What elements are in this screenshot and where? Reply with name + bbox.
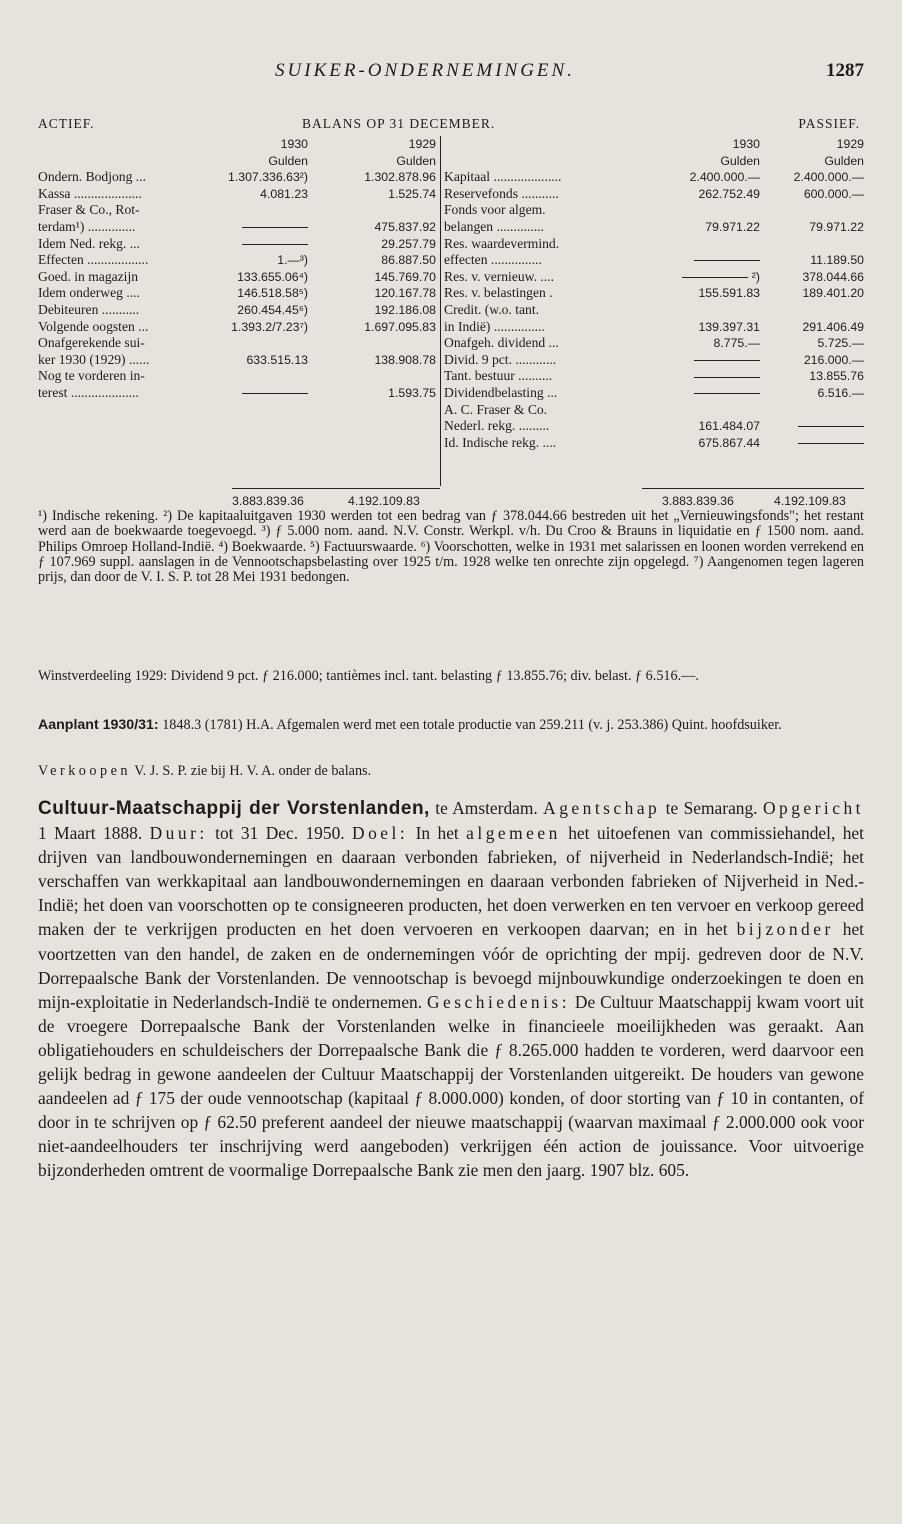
geschiedenis-text: De Cultuur Maatschappij kwam voort uit de vroegere Dorrepaalsche Bank der Vorstenlanden welke in financieele moeilijkheden was geraakt. Aan obligatiehouders en schuldeischers der Dorrepaalsche Bank die ƒ 8.265.000 hadden te vorderen, werd daarvoor een gelijk bedrag in gewone aandeelen der Cultuur Maatschappij der Vorstenlanden uitgereikt. De houders van gewone aandeelen ad ƒ 175 der oude vennootschap (kapitaal ƒ 8.000.000) konden, of door storting van ƒ 10 in contanten, of door in te schrijven op ƒ 62.50 preferent aandeel der nieuwe maatschappij (waarvan maximaal ƒ 2.000.000 ook voor niet-aandeelhouders ter inschrijving werd aangeboden) verkrijgen één action de jouissance. Voor uitvoerige bijzonderheden omtrent de voormalige Dorrepaalsche Bank zie men den jaarg. 1907 blz. 605. <box>38 991 864 1181</box>
winstverdeeling-paragraph <box>38 668 864 685</box>
liability-value-1930 <box>694 368 760 385</box>
liability-label: Res. waardevermind. <box>444 235 560 251</box>
verkoopen-text: V. J. S. P. zie bij H. V. A. onder de balans. <box>130 763 372 779</box>
asset-row <box>38 385 438 402</box>
asset-row <box>38 236 438 253</box>
liability-value-1929: 291.406.49 <box>802 319 864 334</box>
duur-text: tot 31 Dec. 1950. <box>207 823 353 844</box>
liability-label: Res. v. vernieuw. .... <box>444 268 554 284</box>
balance-title: BALANS OP 31 DECEMBER. <box>302 116 496 131</box>
doel-text: het voortzetten van den handel, de zaken en de ondernemingen vóór de oprichting der mpij. gedreven door de N.V. Dorrepaalsche Bank der Vorstenlanden. De vennootschap is bevoegd mijnbouwkundige onderzoekingen te doen en mijn-exploitatie in Nederlandsch-Indië te ondernemen. <box>38 919 865 1012</box>
asset-row <box>38 319 438 336</box>
dash-rule <box>694 360 760 361</box>
liabilities-total-1930: 3.883.839.36 <box>662 494 734 508</box>
liability-value-1929: 600.000.— <box>803 186 864 201</box>
year-1930: 1930 <box>732 137 760 151</box>
asset-value-1929: 1.697.095.83 <box>364 319 436 334</box>
unit-label: Gulden <box>268 153 308 168</box>
doel-label: Doel: <box>352 823 409 844</box>
aanplant-text: 1848.3 (1781) H.A. Afgemalen werd met een totale productie van 259.211 (v. j. 253.386) Quint. hoofdsuiker. <box>158 717 782 733</box>
algemeen-label: algemeen <box>466 823 561 844</box>
liability-row <box>444 368 864 385</box>
agentschap-label: Agentschap <box>543 798 661 818</box>
liability-label: Onafgeh. dividend ... <box>444 335 559 351</box>
verkoopen-paragraph <box>38 763 864 780</box>
liability-label: in Indië) ............... <box>444 318 545 334</box>
liability-value-1929 <box>798 435 864 452</box>
dash-rule <box>694 260 760 261</box>
liabilities-total-rule <box>642 488 864 489</box>
liability-value-1929 <box>798 418 864 435</box>
liability-label: Id. Indische rekg. .... <box>444 434 557 450</box>
liabilities-column <box>444 136 864 451</box>
asset-value-1930 <box>242 385 308 402</box>
asset-value-1929: 475.837.92 <box>374 219 436 234</box>
liability-row <box>444 418 864 435</box>
liability-row <box>444 285 864 302</box>
liability-value-1930: 161.484.07 <box>698 419 760 434</box>
dash-rule <box>694 393 760 394</box>
asset-label: Fraser & Co., Rot- <box>38 202 140 218</box>
doel-text: In het <box>408 823 467 844</box>
liability-row <box>444 435 864 452</box>
asset-label: ker 1930 (1929) ...... <box>38 351 150 367</box>
asset-value-1929: 86.887.50 <box>381 253 436 268</box>
asset-value-1930: 146.518.58⁵) <box>237 286 308 301</box>
liability-value-1930: ²) <box>682 269 760 286</box>
balance-totals <box>38 488 864 510</box>
liability-label: Dividendbelasting ... <box>444 384 558 400</box>
liability-value-1930: 8.775.— <box>713 336 760 351</box>
unit-label: Gulden <box>720 153 760 168</box>
asset-value-1929: 138.908.78 <box>374 352 436 367</box>
liabilities-year-row <box>444 136 864 153</box>
liability-label: Credit. (w.o. tant. <box>444 301 540 317</box>
asset-label: Ondern. Bodjong ... <box>38 169 146 185</box>
dash-rule <box>242 244 308 245</box>
asset-row <box>38 252 438 269</box>
asset-value-1929: 192.186.08 <box>374 302 436 317</box>
verkoopen-label: Verkoopen <box>38 763 131 779</box>
asset-value-1930: 260.454.45⁶) <box>237 302 308 317</box>
asset-row <box>38 219 438 236</box>
liability-row <box>444 202 864 219</box>
bijzonder-label: bijzonder <box>736 919 834 940</box>
liability-value-1930 <box>694 352 760 369</box>
assets-total-1929: 4.192.109.83 <box>348 494 420 508</box>
liability-value-1929: 2.400.000.— <box>793 170 864 185</box>
agentschap-text: te Semarang. <box>660 798 763 818</box>
liability-value-1930: 675.867.44 <box>698 435 760 450</box>
assets-column <box>38 136 438 402</box>
company-name: Cultuur-Maatschappij der Vorstenlanden, <box>38 798 430 819</box>
liability-row <box>444 352 864 369</box>
year-1929: 1929 <box>408 137 436 151</box>
liability-value-1930: 79.971.22 <box>705 219 760 234</box>
unit-label: Gulden <box>824 153 864 168</box>
dash-rule <box>242 227 308 228</box>
liabilities-total-1929: 4.192.109.83 <box>774 494 846 508</box>
asset-label: terdam¹) .............. <box>38 218 136 234</box>
page-number: 1287 <box>826 60 864 81</box>
doel-text: het uitoefenen van commissiehandel, het drijven van landbouwondernemingen en daaraan verbonden fabrieken, of nijverheid in Nederlandsch-Indië; het verschaffen van werkkapitaal aan landbouwondernemingen en daaraan verbonden fabrieken of Nijverheid in Ned.-Indië; het doen van voorschotten op te consigneeren producten, het doen verwerken en ten vervoer en verkoop gereed maken der te verkrijgen producten en het doen vervoeren en verkoopen daarvan; en in het <box>38 823 864 940</box>
asset-row <box>38 186 438 203</box>
dash-rule <box>682 277 748 278</box>
liability-value-1930: 262.752.49 <box>698 186 760 201</box>
asset-label: Onafgerekende sui- <box>38 335 145 351</box>
liability-label: Fonds voor algem. <box>444 202 546 218</box>
balance-sheet <box>38 116 864 510</box>
liability-row <box>444 236 864 253</box>
dash-rule <box>798 443 864 444</box>
liability-value-1929: 6.516.— <box>817 385 864 400</box>
unit-label: Gulden <box>396 153 436 168</box>
liability-value-1930 <box>694 385 760 402</box>
asset-value-1929: 120.167.78 <box>374 286 436 301</box>
assets-total-rule <box>232 488 440 489</box>
asset-row <box>38 202 438 219</box>
liability-value-1930 <box>694 252 760 269</box>
balance-heading <box>38 116 864 136</box>
opgericht-text: 1 Maart 1888. <box>38 823 150 844</box>
liability-value-1930: 139.397.31 <box>698 319 760 334</box>
asset-row <box>38 285 438 302</box>
liabilities-unit-row <box>444 153 864 170</box>
asset-label: Debiteuren ........... <box>38 301 140 317</box>
liability-label: Tant. bestuur .......... <box>444 368 553 384</box>
liability-row <box>444 219 864 236</box>
asset-value-1929: 1.302.878.96 <box>364 170 436 185</box>
assets-year-row <box>38 136 438 153</box>
liability-label: Kapitaal .................... <box>444 169 562 185</box>
liability-row <box>444 186 864 203</box>
dash-rule <box>798 426 864 427</box>
asset-value-1930: 633.515.13 <box>246 352 308 367</box>
asset-label: Kassa .................... <box>38 185 142 201</box>
dash-rule <box>694 377 760 378</box>
liability-label: Reservefonds ........... <box>444 185 559 201</box>
year-1930: 1930 <box>280 137 308 151</box>
liability-value-1929: 5.725.— <box>817 336 864 351</box>
liability-label: belangen .............. <box>444 218 545 234</box>
asset-row <box>38 368 438 385</box>
liability-label: effecten ............... <box>444 252 542 268</box>
liability-value-1929: 216.000.— <box>803 352 864 367</box>
asset-value-1930: 1.393.2/7.23⁷) <box>231 319 308 334</box>
duur-label: Duur: <box>149 823 208 844</box>
liability-row <box>444 302 864 319</box>
asset-value-1930 <box>242 236 308 253</box>
liability-value-1930: 2.400.000.— <box>689 170 760 185</box>
asset-value-1930: 1.307.336.63²) <box>228 170 308 185</box>
asset-row <box>38 302 438 319</box>
assets-unit-row <box>38 153 438 170</box>
asset-value-1930: 1.—³) <box>277 253 308 268</box>
liability-value-1929: 189.401.20 <box>802 286 864 301</box>
asset-label: Volgende oogsten ... <box>38 318 149 334</box>
asset-label: Nog te vorderen in- <box>38 368 145 384</box>
passief-label: PASSIEF. <box>798 116 860 131</box>
asset-value-1929: 1.525.74 <box>388 186 436 201</box>
column-divider <box>440 136 441 486</box>
aanplant-label: Aanplant 1930/31: <box>38 717 159 733</box>
liability-row <box>444 252 864 269</box>
aanplant-paragraph <box>38 717 864 734</box>
footnotes-text: ¹) Indische rekening. ²) De kapitaaluitgaven 1930 werden tot een bedrag van ƒ 378.044.66 bestreden uit het „Vernieuwingsfonds"; het restant werd aan de boekwaarde toegevoegd. ³) ƒ 5.000 nom. aand. N.V. Constr. Werkpl. v/h. Du Croo & Brauns in liquidatie en ƒ 1500 nom. aand. Philips Omroep Holland-Indië. ⁴) Boekwaarde. ⁵) Factuurswaarde. ⁶) Voorschotten, welke in 1931 met salarissen en loonen worden verrekend en ƒ 107.969 suppl. aanslagen in de Vennootschapsbelasting over 1925 t/m. 1928 welke ten onrechte zijn opgelegd. ⁷) Aangenomen tegen lageren prijs, dan door de V. I. S. P. tot 28 Mei 1931 bedongen. <box>38 508 864 586</box>
asset-label: Goed. in magazijn <box>38 268 139 284</box>
liability-value-1929: 11.189.50 <box>810 253 864 268</box>
liability-value-1929: 79.971.22 <box>809 219 864 234</box>
asset-label: Effecten .................. <box>38 252 149 268</box>
running-title: SUIKER-ONDERNEMINGEN. <box>275 60 575 81</box>
actief-label: ACTIEF. <box>38 116 95 131</box>
footnotes <box>38 509 864 585</box>
asset-value-1929: 29.257.79 <box>381 236 436 251</box>
liability-row <box>444 169 864 186</box>
liability-value-1929: 13.855.76 <box>809 369 864 384</box>
year-1929: 1929 <box>836 137 864 151</box>
asset-label: Idem Ned. rekg. ... <box>38 235 140 251</box>
liability-row <box>444 269 864 286</box>
company-entry <box>38 796 864 1183</box>
liability-label: Divid. 9 pct. ............ <box>444 351 557 367</box>
asset-label: Idem onderweg .... <box>38 285 140 301</box>
asset-row <box>38 335 438 352</box>
liability-value-1929: 378.044.66 <box>802 269 864 284</box>
asset-value-1930 <box>242 219 308 236</box>
winstverdeeling-text: Winstverdeeling 1929: Dividend 9 pct. ƒ 216.000; tantièmes incl. tant. belasting ƒ 13.855.76; div. belast. ƒ 6.516.—. <box>38 668 699 684</box>
dash-rule <box>242 393 308 394</box>
liability-value-1930: 155.591.83 <box>698 286 760 301</box>
assets-total-1930: 3.883.839.36 <box>232 494 304 508</box>
page-header <box>0 58 902 90</box>
asset-row <box>38 269 438 286</box>
asset-value-1929: 145.769.70 <box>374 269 436 284</box>
asset-label: terest .................... <box>38 384 139 400</box>
asset-row <box>38 352 438 369</box>
liability-row <box>444 385 864 402</box>
asset-value-1929: 1.593.75 <box>388 385 436 400</box>
company-location: te Amsterdam. <box>429 798 538 818</box>
geschiedenis-label: Geschiedenis: <box>426 991 571 1012</box>
opgericht-label: Opgericht <box>762 798 864 818</box>
liability-label: Res. v. belastingen . <box>444 285 553 301</box>
asset-value-1930: 4.081.23 <box>260 186 308 201</box>
liability-label: A. C. Fraser & Co. <box>444 401 548 417</box>
liability-label: Nederl. rekg. ......... <box>444 418 550 434</box>
liability-row <box>444 335 864 352</box>
liability-row <box>444 402 864 419</box>
liability-row <box>444 319 864 336</box>
asset-value-1930: 133.655.06⁴) <box>237 269 308 284</box>
asset-row <box>38 169 438 186</box>
